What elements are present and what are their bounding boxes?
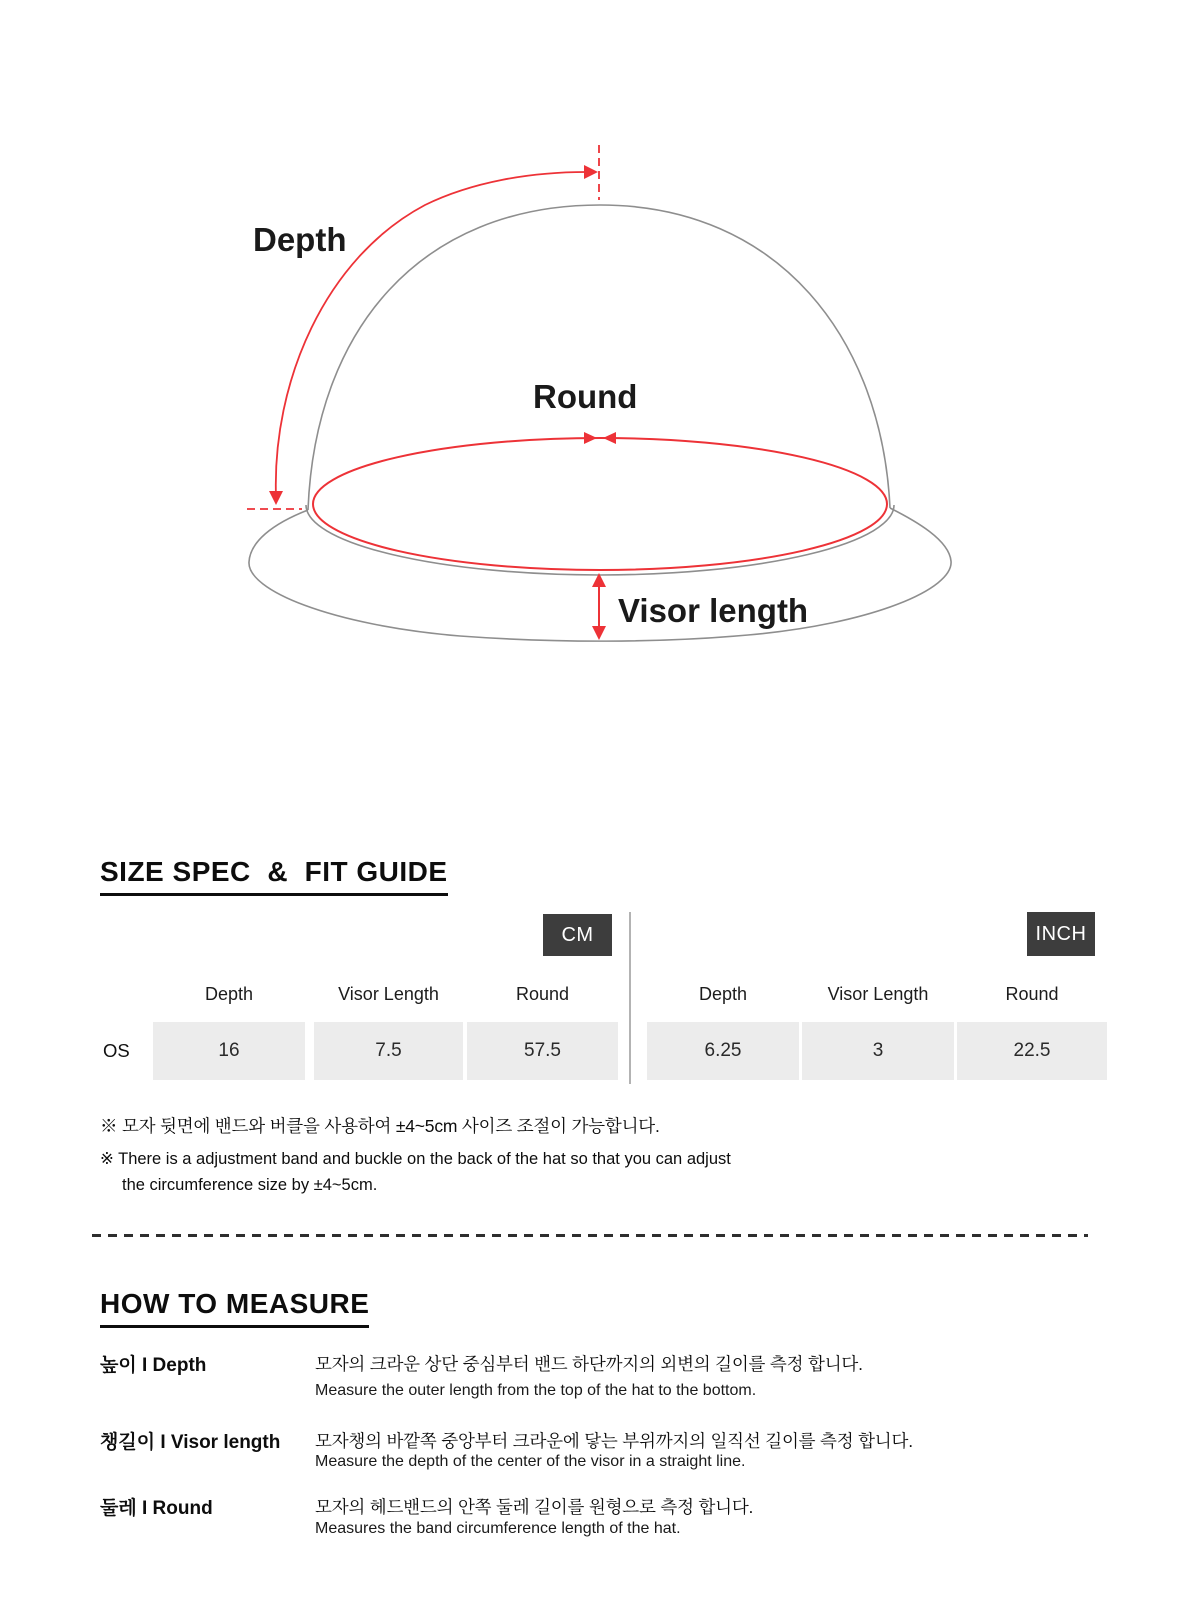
round-arrowhead-left-icon: [584, 432, 597, 444]
cm-col-visor-length: Visor Length: [338, 984, 439, 1004]
size-spec-title: SIZE SPEC & FIT GUIDE: [100, 856, 448, 896]
depth-arrowhead-right-icon: [584, 165, 598, 179]
cm-unit-badge: CM: [543, 914, 612, 956]
cm-visor-length-value: 7.5: [314, 1022, 463, 1080]
inch-col-visor-length: Visor Length: [827, 984, 929, 1004]
round-diagram-label: Round: [533, 378, 638, 415]
measure-item-depth-label: 높이 I Depth: [100, 1355, 207, 1376]
depth-diagram-label: Depth: [253, 221, 347, 258]
cm-col-round: Round: [515, 984, 570, 1004]
depth-arrowhead-down-icon: [269, 491, 283, 505]
adjustment-note-english-line1: ※ There is a adjustment band and buckle on the back of the hat so that you can adjust: [100, 1150, 731, 1168]
dashed-section-divider: [92, 1234, 1088, 1237]
cm-depth-value: 16: [153, 1022, 305, 1080]
cm-col-depth: Depth: [204, 984, 254, 1004]
inch-round-value: 22.5: [957, 1022, 1107, 1080]
visor-length-diagram-label: Visor length: [618, 592, 809, 629]
round-measure-ellipse: [313, 438, 887, 570]
size-row-label: OS: [103, 1040, 130, 1061]
hat-measurement-diagram: [0, 0, 1200, 700]
adjustment-note-korean: ※ 모자 뒷면에 밴드와 버클을 사용하여 ±4~5cm 사이즈 조절이 가능합니다.: [100, 1116, 660, 1136]
inch-col-round: Round: [1005, 984, 1059, 1004]
hat-band-outline: [306, 505, 894, 575]
hat-crown-outline: [308, 205, 890, 510]
round-arrowhead-right-icon: [603, 432, 616, 444]
table-divider: [629, 912, 631, 1084]
measure-item-depth-korean: 모자의 크라운 상단 중심부터 밴드 하단까지의 외변의 길이를 측정 합니다.: [315, 1354, 863, 1374]
adjustment-note-english-line2: the circumference size by ±4~5cm.: [122, 1176, 378, 1194]
measure-item-visor-korean: 모자챙의 바깥쪽 중앙부터 크라운에 닿는 부위까지의 일직선 길이를 측정 합니다.: [315, 1431, 913, 1451]
inch-unit-badge: INCH: [1027, 912, 1095, 956]
visor-arrowhead-down-icon: [592, 626, 606, 640]
measure-item-round-english: Measures the band circumference length of the hat.: [315, 1520, 681, 1537]
measure-item-depth-english: Measure the outer length from the top of the hat to the bottom.: [315, 1382, 757, 1399]
inch-col-depth: Depth: [698, 984, 748, 1004]
cm-round-value: 57.5: [467, 1022, 618, 1080]
measure-item-round-korean: 모자의 헤드밴드의 안쪽 둘레 길이를 원형으로 측정 합니다.: [315, 1497, 754, 1517]
measure-item-visor-label: 챙길이 I Visor length: [100, 1432, 281, 1453]
how-to-measure-title: HOW TO MEASURE: [100, 1288, 369, 1328]
inch-visor-length-value: 3: [802, 1022, 954, 1080]
measure-item-round-label: 둘레 I Round: [100, 1498, 213, 1519]
inch-depth-value: 6.25: [647, 1022, 799, 1080]
measure-item-visor-english: Measure the depth of the center of the visor in a straight line.: [315, 1453, 746, 1470]
